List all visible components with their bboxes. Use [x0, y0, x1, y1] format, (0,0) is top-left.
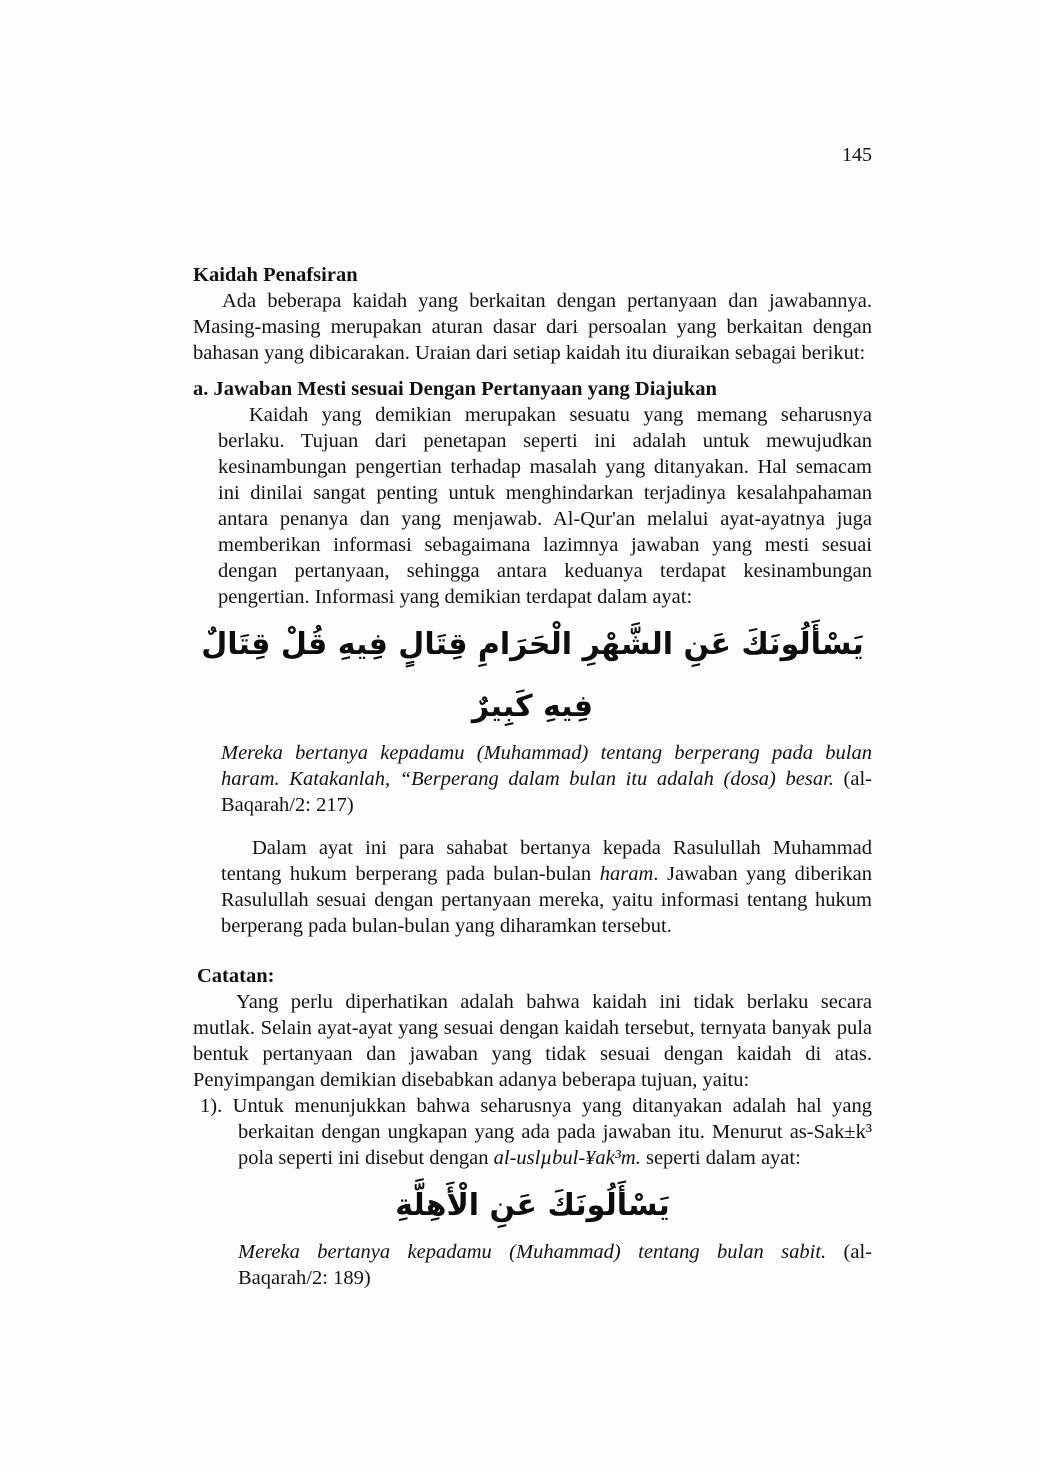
verse-2-translation-text: Mereka bertanya kepadamu (Muhammad) tentang bulan sabit. — [238, 1241, 827, 1263]
subsection-a-body: Kaidah yang demikian merupakan sesuatu yang memang seharusnya berlaku. Tujuan dari penetapan seperti ini adalah untuk mewujudkan kesinambungan pengertian terhadap masalah yang ditanyakan. Hal semacam ini dinilai sangat penting untuk menghindarkan terjadinya kesalahpahaman antara penanya dan yang menjawab. Al-Qur'an melalui ayat-ayatnya juga memberikan informasi sebagaimana lazimnya jawaban yang mesti sesuai dengan pertanyaan, sehingga antara keduanya terdapat kesinambungan pengertian. Informasi yang demikian terdapat dalam ayat: — [218, 404, 872, 608]
section-title: Kaidah Penafsiran — [193, 264, 358, 286]
explanation-part-1: Dalam ayat ini para sahabat bertanya kepada Rasulullah Muhammad tentang hukum berperang pada bulan-bulan — [221, 837, 872, 885]
quran-verse-1-arabic: يَسْأَلُونَكَ عَنِ الشَّهْرِ الْحَرَامِ قِتَالٍ فِيهِ قُلْ قِتَالٌ فِيهِ كَبِيرٌ — [201, 627, 864, 724]
page-number: 145 — [842, 144, 872, 166]
verse-1-translation-text: Mereka bertanya kepadamu (Muhammad) tentang berperang pada bulan haram. Katakanlah, “Berperang dalam bulan itu adalah (dosa) besar. — [221, 742, 872, 790]
explanation-italic-term: haram — [599, 863, 654, 885]
note-item-1-marker: 1). — [200, 1095, 223, 1117]
subsection-a-heading: a. Jawaban Mesti sesuai Dengan Pertanyaan yang Diajukan — [193, 378, 717, 400]
note-item-1-part-2: seperti dalam ayat: — [640, 1147, 801, 1169]
notes-paragraph: Yang perlu diperhatikan adalah bahwa kaidah ini tidak berlaku secara mutlak. Selain ayat-ayat yang sesuai dengan kaidah tersebut, ternyata banyak pula bentuk pertanyaan dan jawaban yang tidak sesuai dengan kaidah di atas. Penyimpangan demikian disebabkan adanya beberapa tujuan, yaitu: — [193, 991, 872, 1091]
verse-1-citation: (al-Baqarah/2: 217) — [221, 768, 873, 816]
intro-paragraph: Ada beberapa kaidah yang berkaitan dengan pertanyaan dan jawabannya. Masing-masing merupakan aturan dasar dari persoalan yang berkaitan dengan bahasan yang dibicarakan. Uraian dari setiap kaidah itu diuraikan sebagai berikut: — [193, 290, 872, 364]
notes-heading: Catatan: — [197, 965, 275, 987]
quran-verse-1-translation — [221, 740, 872, 818]
quran-verse-2-translation — [238, 1239, 872, 1291]
note-item-1-italic-term: al-uslµbul-¥ak³m. — [493, 1147, 641, 1169]
explanation-paragraph — [221, 835, 872, 939]
note-item-1 — [200, 1093, 872, 1171]
explanation-part-2: . Jawaban yang diberikan Rasulullah sesuai dengan pertanyaan mereka, yaitu informasi tentang hukum berperang pada bulan-bulan yang diharamkan tersebut. — [221, 863, 872, 937]
verse-2-citation: (al-Baqarah/2: 189) — [238, 1241, 873, 1289]
quran-verse-2-arabic: يَسْأَلُونَكَ عَنِ الْأَهِلَّةِ — [395, 1188, 670, 1223]
note-item-1-part-1: Untuk menunjukkan bahwa seharusnya yang ditanyakan adalah hal yang berkaitan dengan ungkapan yang ada pada jawaban itu. Menurut as-Sak±k³ pola seperti ini disebut dengan — [222, 1095, 872, 1169]
